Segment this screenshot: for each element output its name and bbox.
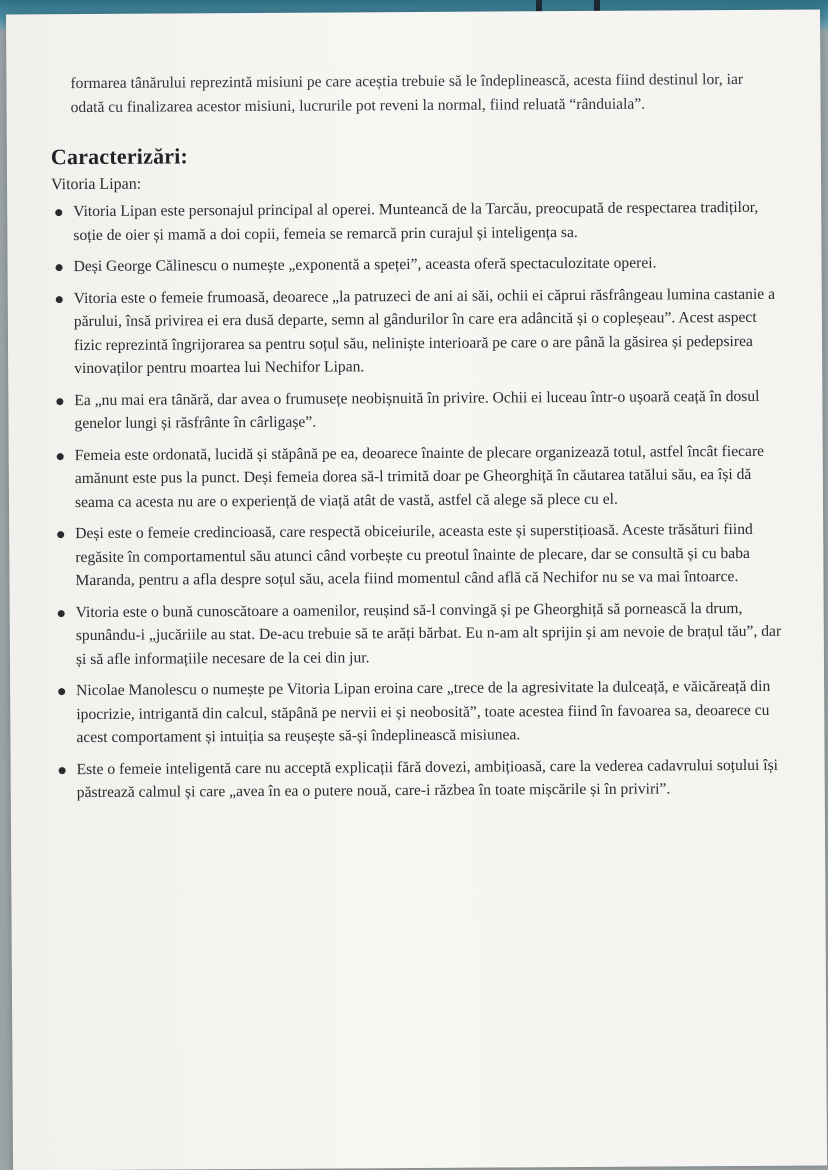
list-item-text: Nicolae Manolescu o numește pe Vitoria Lipan eroina care „trece de la agresivitate la dulceață, e văicăreață din ipocrizie, intrigantă din calcul, stăpână pe nervii ei și neobosită”, toate acestea fiind în favoarea sa, deoarece cu acest comportament și intuiția sa reușește să-și îndeplinească misiunea. xyxy=(76,677,771,747)
list-item-text: Vitoria Lipan este personajul principal al operei. Munteancă de la Tarcău, preocupată de respectarea tradiților, soție de oier și mamă a doi copii, femeia se remarcă prin curajul și inteligența sa. xyxy=(73,198,759,244)
list-item xyxy=(53,439,783,514)
intro-paragraph: formarea tânărului reprezintă misiuni pe care aceștia trebuie să le îndeplinească, acesta fiind destinul lor, iar odată cu finalizarea acestor misiuni, lucrurile pot reveni la normal, fiind reluată “rânduiala”. xyxy=(70,70,744,116)
list-item xyxy=(54,596,784,671)
list-item-text: Deși George Călinescu o numește „exponentă a speței”, aceasta oferă spectaculozitate operei. xyxy=(73,254,657,276)
bullet-icon xyxy=(58,610,65,617)
list-item-text: Ea „nu mai era tânără, dar avea o frumusețe neobișnuită în privire. Ochii ei luceau într-o ușoară ceață în dosul genelor lungi și răsfrânte în cârligașe”. xyxy=(74,387,760,433)
bullet-icon xyxy=(56,296,63,303)
character-name: Vitoria Lipan: xyxy=(50,175,142,194)
list-item-text: Deși este o femeie credincioasă, care respectă obiceiurile, aceasta este și superstițioasă. Aceste trăsături fiind regăsite în comportamentul său atunci când vorbește cu preotul înainte de plecare, dar se consultă și cu baba Maranda, pentru a afla despre soțul său, acela fiind momentul când află că Nechifor nu se va mai întoarce. xyxy=(75,520,753,590)
characterization-list xyxy=(51,196,785,805)
bullet-icon xyxy=(56,264,63,271)
list-item-text: Vitoria este o bună cunoscătoare a oamenilor, reușind să-l convingă și pe Gheorghiță să pornească la drum, spunându-i „jucăriile au stat. De-acu trebuie să te arăți bărbat. Eu n-am alt sprijin și am nevoie de brațul tău”, dar și să afle informațiile necesare de la cei din jur. xyxy=(75,599,782,668)
document-body xyxy=(50,68,785,813)
list-item xyxy=(51,251,781,279)
list-item xyxy=(55,753,785,804)
list-item-text: Este o femeie inteligentă care nu acceptă explicații fără dovezi, ambițioasă, care la vederea cadavrului soțului își păstrează calmul și care „avea în ea o putere nouă, care-i răzbea în toate mișcările și în priviri”. xyxy=(76,756,779,802)
bullet-icon xyxy=(56,398,63,405)
bullet-icon xyxy=(57,531,64,538)
list-item xyxy=(52,384,782,435)
list-item xyxy=(51,196,781,247)
list-item xyxy=(53,518,783,593)
paper-sheet xyxy=(6,10,827,1170)
section-heading: Caracterizări: xyxy=(50,143,189,170)
list-item xyxy=(54,675,784,750)
bullet-icon xyxy=(59,767,66,774)
bullet-icon xyxy=(57,453,64,460)
bullet-icon xyxy=(58,688,65,695)
list-item xyxy=(52,282,783,380)
list-item-text: Vitoria este o femeie frumoasă, deoarece „la patruzeci de ani ai săi, ochii ei căprui răsfrângeau lumina castanie a părului, însă privirea ei era dusă departe, semn al gândurilor în care era adâncită și o copleșeau”. Acest aspect fizic reprezintă îngrijorarea sa pentru soțul său, neliniște interioară pe care o are până la găsirea și pedepsirea vinovaților pentru moartea lui Nechifor Lipan. xyxy=(73,285,776,378)
list-item-text: Femeia este ordonată, lucidă și stăpână pe ea, deoarece înainte de plecare organizează totul, astfel încât fiecare amănunt este pus la punct. Deși femeia dorea să-l trimită doar pe Gheorghiță în căutarea tatălui său, ea își dă seama ca acesta nu are o experiență de viață atât de vastă, astfel că alege să plece cu el. xyxy=(74,442,765,511)
bullet-icon xyxy=(55,209,62,216)
